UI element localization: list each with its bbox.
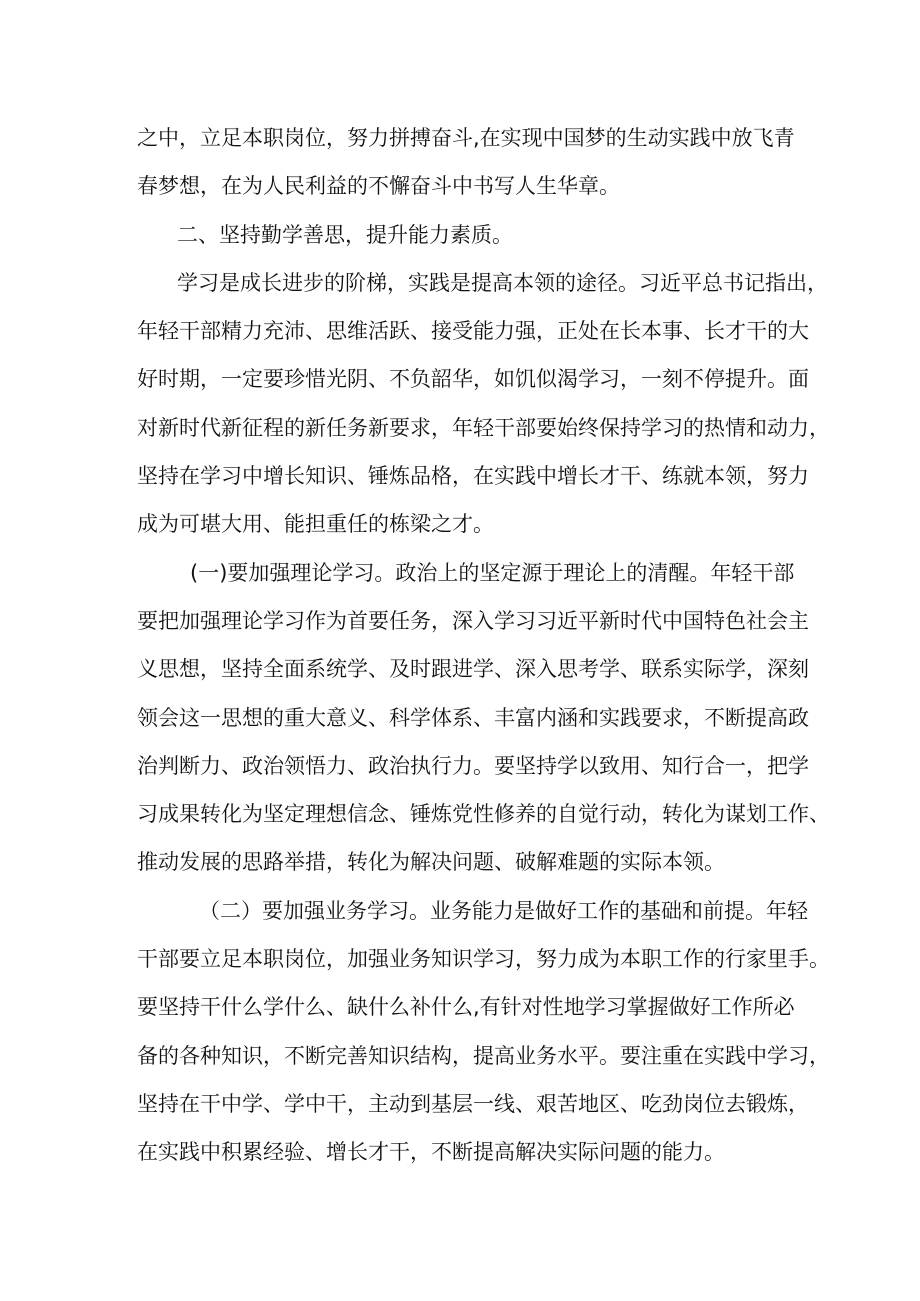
- text-line: 坚持在干中学、学中干，主动到基层一线、艰苦地区、吃劲岗位去锻炼，: [137, 1091, 809, 1116]
- paragraph-continuation: [137, 114, 795, 211]
- section-heading: [137, 211, 787, 259]
- text-line: (一)要加强理论学习。政治上的坚定源于理论上的清醒。年轻干部: [190, 560, 795, 585]
- text-line: 要把加强理论学习作为首要任务，深入学习习近平新时代中国特色社会主: [137, 608, 809, 633]
- paragraph-business-study: [137, 887, 830, 1177]
- paragraph-intro: [137, 259, 830, 549]
- document-body: [137, 114, 830, 1177]
- text-line: 备的各种知识，不断完善知识结构，提高业务水平。要注重在实践中学习，: [137, 1043, 830, 1068]
- text-line: 在实践中积累经验、增长才干，不断提高解决实际问题的能力。: [137, 1140, 725, 1165]
- paragraph-theory-study: [137, 549, 830, 887]
- text-line: 推动发展的思路举措，转化为解决问题、破解难题的实际本领。: [137, 850, 725, 875]
- text-line: 治判断力、政治领悟力、政治执行力。要坚持学以致用、知行合一，把学: [137, 753, 809, 778]
- text-line: 领会这一思想的重大意义、科学体系、丰富内涵和实践要求，不断提高政: [137, 705, 809, 730]
- text-line: 年轻干部精力充沛、思维活跃、接受能力强，正处在长本事、长才干的大: [137, 319, 809, 344]
- text-line: 之中，立足本职岗位，努力拼搏奋斗,在实现中国梦的生动实践中放飞青: [137, 126, 795, 150]
- text-line: 春梦想，在为人民利益的不懈奋斗中书写人生华章。: [137, 174, 620, 199]
- text-line: 学习是成长进步的阶梯，实践是提高本领的途径。习近平总书记指出，: [177, 270, 828, 295]
- text-line: 要坚持干什么学什么、缺什么补什么,有针对性地学习掌握做好工作所必: [137, 995, 795, 1020]
- text-line: 干部要立足本职岗位，加强业务知识学习，努力成为本职工作的行家里手。: [137, 947, 830, 972]
- text-line: 习成果转化为坚定理想信念、锤炼党性修养的自觉行动，转化为谋划工作、: [137, 802, 830, 827]
- text-line: 对新时代新征程的新任务新要求，年轻干部要始终保持学习的热情和动力，: [137, 415, 830, 440]
- text-line: 好时期，一定要珍惜光阴、不负韶华，如饥似渴学习，一刻不停提升。面: [137, 367, 809, 392]
- text-line: 成为可堪大用、能担重任的栋梁之才。: [137, 512, 494, 537]
- text-line: （二）要加强业务学习。业务能力是做好工作的基础和前提。年轻: [199, 898, 808, 923]
- heading-line: 二、坚持勤学善思，提升能力素质。: [177, 222, 513, 247]
- text-line: 坚持在学习中增长知识、锤炼品格，在实践中增长才干、练就本领，努力: [137, 464, 809, 489]
- text-line: 义思想，坚持全面系统学、及时跟进学、深入思考学、联系实际学，深刻: [137, 657, 809, 682]
